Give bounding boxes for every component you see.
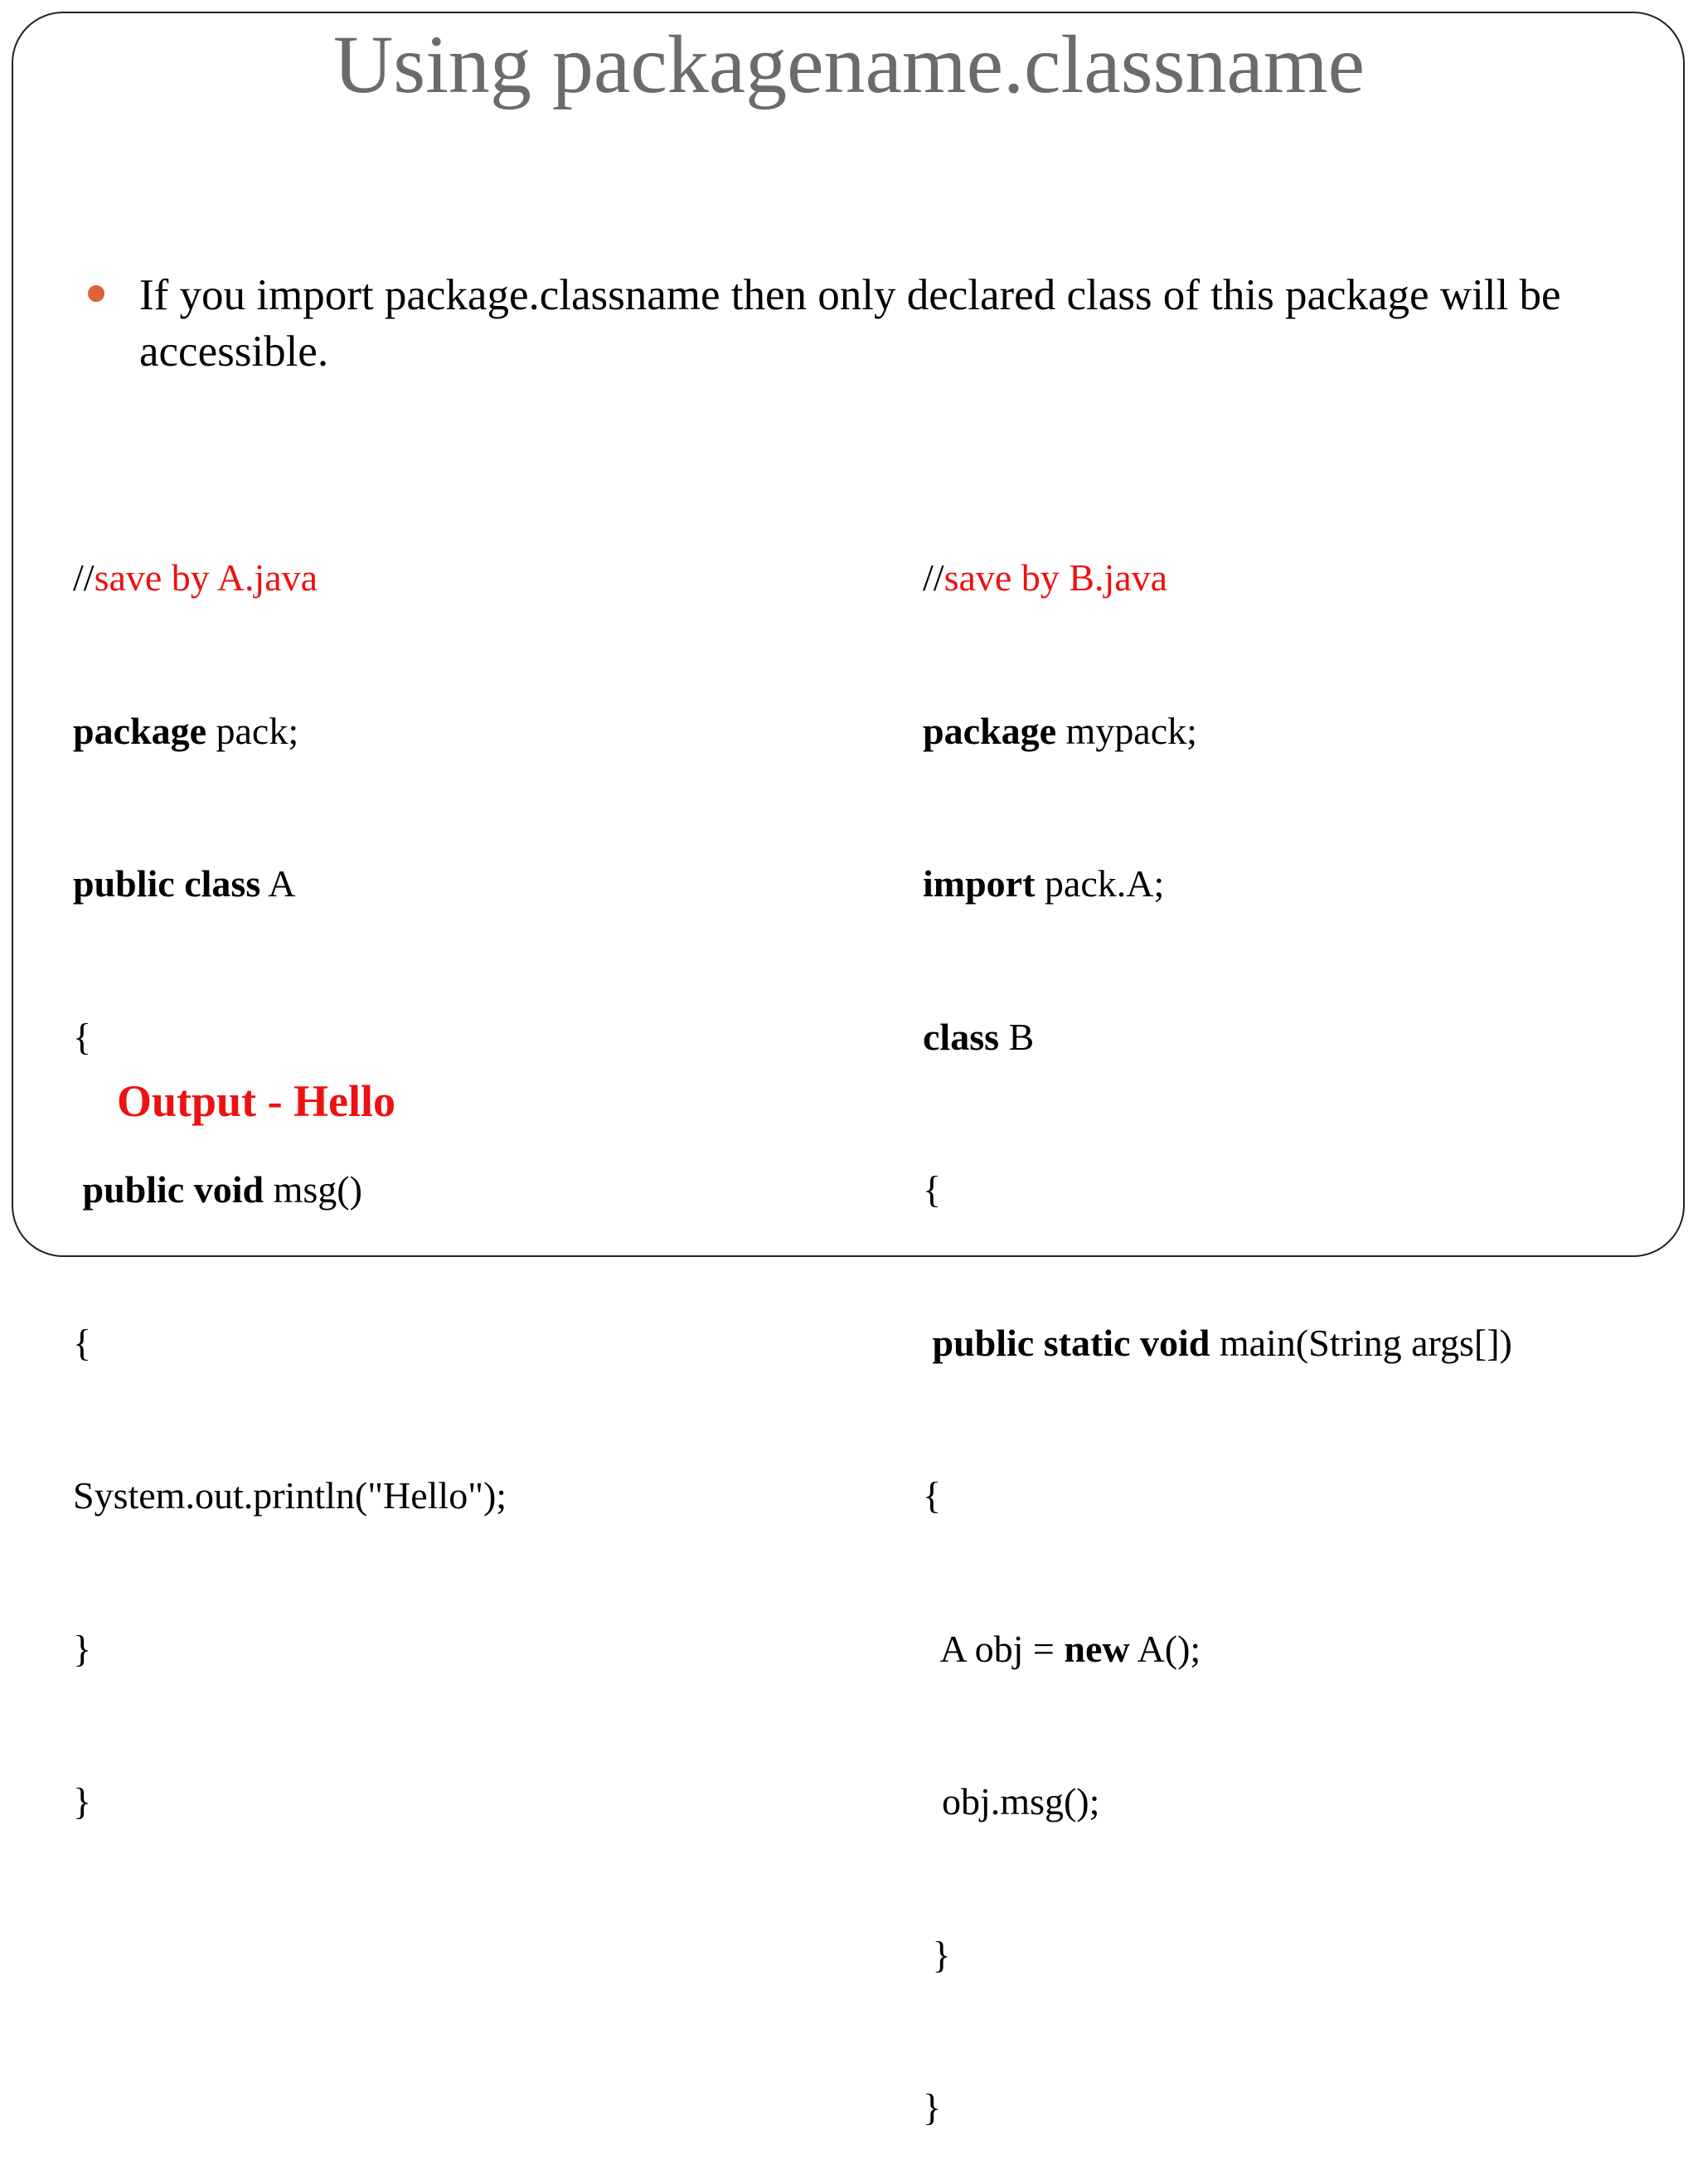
code-indent <box>923 1780 942 1822</box>
code-line <box>923 1470 1512 1522</box>
code-keyword: public static void <box>932 1321 1210 1364</box>
code-text: } <box>73 1780 92 1822</box>
code-indent <box>923 1322 933 1364</box>
code-keyword: public void <box>82 1168 264 1211</box>
code-text: } <box>73 1627 92 1670</box>
code-text: } <box>932 1933 951 1976</box>
code-line <box>73 1470 507 1522</box>
code-text: A(); <box>1129 1627 1201 1670</box>
code-text: System.out.println("Hello"); <box>73 1474 507 1517</box>
code-block-a-java <box>73 450 507 1878</box>
code-text: } <box>923 2086 942 2128</box>
code-line <box>73 1012 507 1063</box>
code-line <box>73 1776 507 1827</box>
code-line <box>923 1623 1512 1675</box>
code-indent <box>73 1168 83 1211</box>
code-line <box>923 1012 1512 1063</box>
code-text: { <box>923 1168 942 1211</box>
code-text: pack; <box>206 709 299 752</box>
code-text: msg() <box>264 1168 362 1211</box>
code-line <box>73 1623 507 1675</box>
code-text: A obj = <box>939 1627 1065 1670</box>
code-text: B <box>999 1015 1035 1058</box>
comment-prefix: // <box>923 556 944 599</box>
slide-title: Using packagename.classname <box>333 18 1365 110</box>
code-comment-line <box>73 552 507 604</box>
code-text: obj.msg(); <box>942 1780 1100 1822</box>
code-line <box>923 858 1512 910</box>
code-keyword: new <box>1064 1627 1130 1670</box>
output-label: Output - Hello <box>117 1076 396 1126</box>
comment-prefix: // <box>73 556 95 599</box>
code-line <box>73 706 507 757</box>
code-text: main(String args[]) <box>1210 1321 1512 1364</box>
code-line <box>923 1164 1512 1216</box>
code-line <box>923 2082 1512 2133</box>
code-line <box>73 1318 507 1369</box>
code-text: pack.A; <box>1035 862 1165 905</box>
code-text: { <box>73 1015 92 1058</box>
comment-text: save by B.java <box>944 556 1168 599</box>
code-line <box>923 706 1512 757</box>
code-line <box>923 1929 1512 1981</box>
code-text: mypack; <box>1056 709 1197 752</box>
comment-text: save by A.java <box>94 556 318 599</box>
code-keyword: package <box>73 709 206 752</box>
bullet-text: If you import package.classname then only declared class of this package will be accessible. <box>139 271 1561 376</box>
code-text: { <box>923 1474 942 1517</box>
code-line <box>923 1318 1512 1369</box>
code-block-b-java <box>923 450 1512 2184</box>
code-indent <box>923 1628 939 1670</box>
code-keyword: public class <box>73 862 261 905</box>
code-keyword: package <box>923 709 1056 752</box>
code-line <box>73 858 507 910</box>
code-keyword: import <box>923 862 1036 905</box>
code-text: { <box>73 1321 92 1364</box>
code-keyword: class <box>923 1015 999 1058</box>
code-line <box>923 1776 1512 1827</box>
code-line <box>73 1164 507 1216</box>
code-comment-line <box>923 552 1512 604</box>
bullet-dot-icon <box>88 285 104 302</box>
code-text: A <box>260 862 296 905</box>
code-indent <box>923 1934 933 1976</box>
